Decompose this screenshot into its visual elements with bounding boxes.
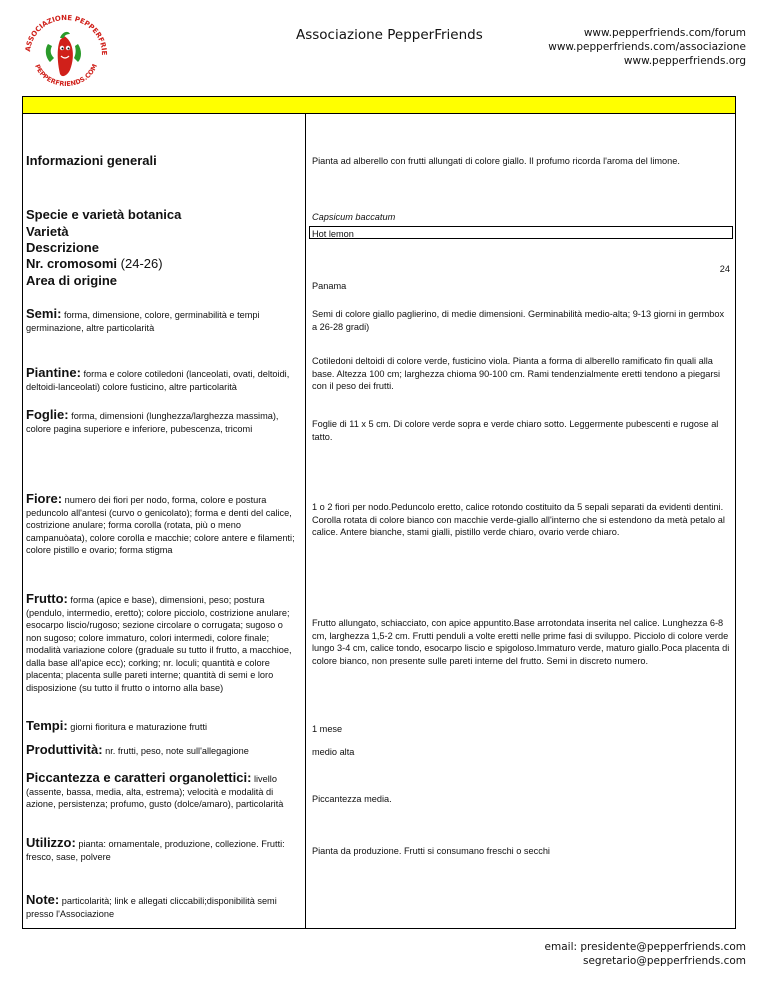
piccantezza-value: Piccantezza media. [312,794,392,804]
header-links [548,26,746,68]
varieta-value: Hot lemon [312,229,354,239]
association-logo [20,14,112,90]
info-label: Informazioni generali [26,153,157,168]
piccantezza-label: Piccantezza e caratteri organolettici: livello (assente, bassa, media, alta, estrema); velocità e modalità di azione, persistenza; profumo, gusto (dolce/amaro), particolarità [26,770,284,809]
produttivita-value: medio alta [312,747,355,757]
association-title: Associazione PepperFriends [296,27,483,43]
info-value: Pianta ad alberello con frutti allungati di colore giallo. Il profumo ricorda l'aroma del limone. [312,156,680,166]
area-label: Area di origine [26,273,118,288]
frutto-label: Frutto: forma (apice e base), dimensioni, peso; postura (pendulo, intermedio, eretto); colore picciolo, costrizione anulare; esocarpo liscio/rugoso; sezione circolare o corrugata; sugoso o non sugoso; colore immaturo, colori intermedi, colore finale; modalità variazione colore (graduale su tutto il frutto, a macchioe, dalla base all'apice ecc); corking; nr. loculi; quantità e colore placenta; placenta sulle pareti interne; quantità di semi e loro disposizione (su tutto il frutto o intorno alla base) [26,591,292,693]
frutto-value: Frutto allungato, schiacciato, con apice appuntito.Base arrotondata inserita nel calice. Lunghezza 6-8 cm, larghezza 1,5-2 cm. Frutti penduli a volte eretti nelle prime fasi di sviluppo. Picciolo di colore verde lungo 3-4 cm, calice tondo, esocarpo liscio e spigoloso.Immaturo verde, maturo giallo.Poca placenta di colore bianco, non presente sulle pareti interne del frutto. Semi in discreto numero. [312,618,730,666]
specie-label: Specie e varietà botanica [26,207,182,222]
utilizzo-label: Utilizzo: pianta: ornamentale, produzione, collezione. Frutti: fresco, sase, polvere [26,835,285,862]
yellow-banner [23,97,735,114]
fiore-value: 1 o 2 fiori per nodo.Peduncolo eretto, calice rotondo costituito da 5 sepali separati da evidenti dentini. Corolla rotata di colore bianco con macchie verde-giallo all'interno che si estendono da metà petalo al calice. Antere bianche, stami gialli, pistillo verde chiaro, ovario verde chiaro. [312,502,725,538]
forum-link[interactable]: www.pepperfriends.com/forum [583,27,746,39]
cromosomi-label: Nr. cromosomi (24-26) [26,256,163,271]
tempi-value: 1 mese [312,724,343,734]
produttivita-label: Produttività: nr. frutti, peso, note sull'allegagione [26,742,249,757]
svg-text:ASSOCIAZIONE PEPPERFRIENDS: ASSOCIAZIONE PEPPERFRIE [24,14,109,56]
specie-value: Capsicum baccatum [312,212,396,222]
cromosomi-value: 24 [719,264,730,274]
president-email[interactable]: email: presidente@pepperfriends.com [544,941,746,953]
fiore-label: Fiore: numero dei fiori per nodo, forma, colore e postura peduncolo all'antesi (curvo o genicolato); forma e denti del calice, costrizione anulare; forma corolla (rotata, più o meno campanuòata), colore corolla e macchie; colore antere e filamenti; colore pistillo e ovario; forma stigma [26,491,295,555]
site-link[interactable]: www.pepperfriends.org [623,55,746,67]
piantine-label: Piantine: forma e colore cotiledoni (lanceolati, ovati, deltoidi, deltoidi-lanceolati) colore fusticino, altre particolarità [26,365,290,392]
varieta-label: Varietà [26,224,69,239]
footer-contacts [545,940,746,968]
secretary-email[interactable]: segretario@pepperfriends.com [582,955,746,967]
semi-value: Semi di colore giallo paglierino, di medie dimensioni. Germinabilità medio-alta; 9-13 giorni in germbox a 26-28 gradi) [312,309,725,332]
semi-label: Semi: forma, dimensione, colore, germinabilità e tempi germinazione, altre particolarità [26,306,260,333]
pepper-sheet [22,96,736,929]
tempi-label: Tempi: giorni fioritura e maturazione frutti [26,718,208,733]
utilizzo-value: Pianta da produzione. Frutti si consumano freschi o secchi [312,846,550,856]
svg-text:PEPPERFRIENDS.COM: PEPPERFRIENDS.COM [33,62,99,89]
foglie-value: Foglie di 11 x 5 cm. Di colore verde sopra e verde chiaro sotto. Leggermente pubescenti e rugose al tatto. [312,419,719,442]
area-value: Panama [312,281,347,291]
association-link[interactable]: www.pepperfriends.com/associazione [548,41,746,53]
foglie-label: Foglie: forma, dimensioni (lunghezza/larghezza massima), colore pagina superiore e inferiore, pubescenza, tricomi [26,407,279,434]
piantine-value: Cotiledoni deltoidi di colore verde, fusticino viola. Pianta a forma di alberello ramificato fin quali alla base. Altezza 100 cm; larghezza chioma 90-100 cm. Rami tendenzialmente eretti tendono a piegarsi con il peso dei frutti. [312,356,721,392]
note-label: Note: particolarità; link e allegati cliccabili;disponibilità semi presso l'Associazione [26,892,277,919]
descrizione-label: Descrizione [26,240,99,255]
